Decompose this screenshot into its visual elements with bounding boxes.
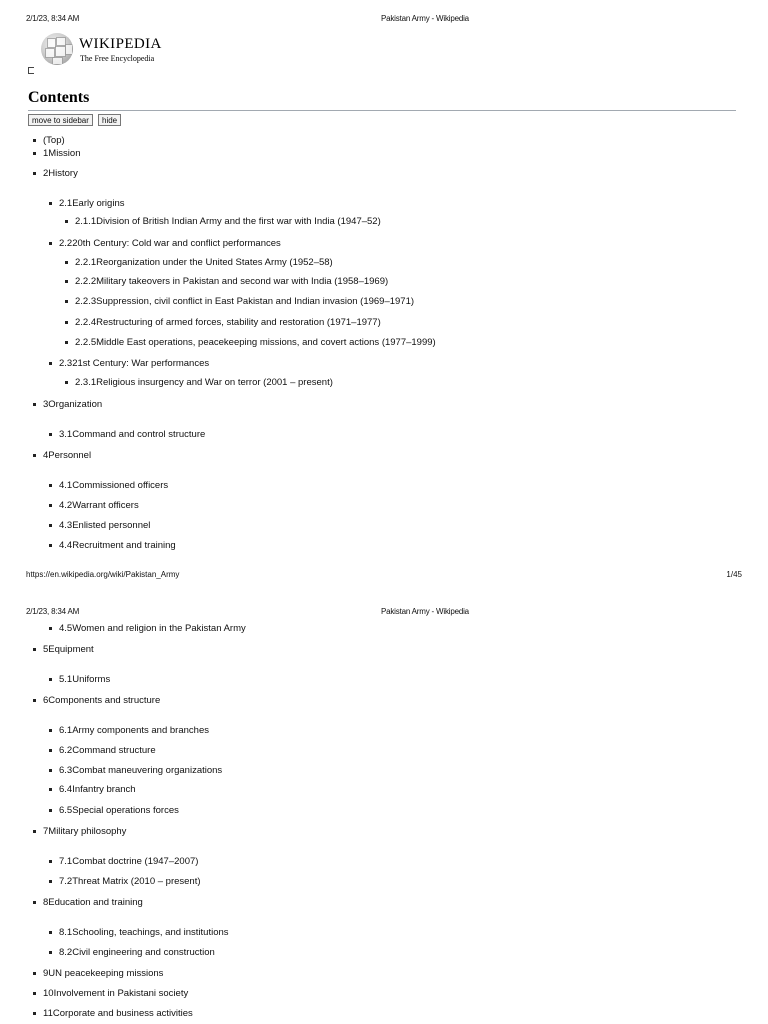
move-to-sidebar-button[interactable]: move to sidebar xyxy=(28,114,93,126)
toc-item[interactable]: 2.2.5Middle East operations, peacekeeping missions, and covert actions (1977–1999) xyxy=(75,337,436,348)
toc-item[interactable]: 6.2Command structure xyxy=(59,745,156,756)
hide-button[interactable]: hide xyxy=(98,114,121,126)
print-title: Pakistan Army - Wikipedia xyxy=(381,607,469,616)
wikipedia-wordmark: WIKIPEDIA xyxy=(79,36,162,52)
toc-item[interactable]: 4.1Commissioned officers xyxy=(59,480,169,491)
toc-item[interactable]: 10Involvement in Pakistani society xyxy=(43,988,189,999)
wikipedia-globe-icon xyxy=(41,33,73,65)
toc-item[interactable]: 2.2.3Suppression, civil conflict in East Pakistan and Indian invasion (1969–1971) xyxy=(75,296,415,307)
toc-item[interactable]: 11Corporate and business activities xyxy=(43,1008,193,1019)
toc-item[interactable]: 7.1Combat doctrine (1947–2007) xyxy=(59,856,199,867)
toc-item[interactable]: 2History xyxy=(43,168,78,179)
toc-item[interactable]: 2.321st Century: War performances xyxy=(59,358,210,369)
print-title: Pakistan Army - Wikipedia xyxy=(381,14,469,23)
print-url: https://en.wikipedia.org/wiki/Pakistan_Army xyxy=(26,570,180,579)
print-datetime: 2/1/23, 8:34 AM xyxy=(26,14,80,23)
toc-item[interactable]: 2.1Early origins xyxy=(59,198,125,209)
print-datetime: 2/1/23, 8:34 AM xyxy=(26,607,80,616)
toc-item[interactable]: 6.4Infantry branch xyxy=(59,784,136,795)
toc-item[interactable]: 2.2.2Military takeovers in Pakistan and second war with India (1958–1969) xyxy=(75,276,389,287)
toc-item[interactable]: 5Equipment xyxy=(43,644,94,655)
toc-item[interactable]: 4.3Enlisted personnel xyxy=(59,520,151,531)
toc-item[interactable]: 2.3.1Religious insurgency and War on terror (2001 – present) xyxy=(75,377,333,388)
toc-item[interactable]: 7Military philosophy xyxy=(43,826,127,837)
print-header xyxy=(0,607,768,619)
toc-item[interactable]: 4.5Women and religion in the Pakistan Army xyxy=(59,623,246,634)
toc-item[interactable]: 2.1.1Division of British Indian Army and the first war with India (1947–52) xyxy=(75,216,381,227)
toc-item[interactable]: 1Mission xyxy=(43,148,81,159)
toc-item[interactable]: 6.3Combat maneuvering organizations xyxy=(59,765,223,776)
toc-item[interactable]: 7.2Threat Matrix (2010 – present) xyxy=(59,876,201,887)
toc-item[interactable]: 2.220th Century: Cold war and conflict performances xyxy=(59,238,281,249)
contents-heading: Contents xyxy=(28,89,90,106)
wikipedia-tagline: The Free Encyclopedia xyxy=(80,54,155,63)
toc-item[interactable]: 6.5Special operations forces xyxy=(59,805,179,816)
toc-item[interactable]: 6.1Army components and branches xyxy=(59,725,209,736)
toc-item[interactable]: 8Education and training xyxy=(43,897,143,908)
wikipedia-logo[interactable] xyxy=(41,33,191,67)
toc-item[interactable]: 4.4Recruitment and training xyxy=(59,540,176,551)
toc-item[interactable]: 6Components and structure xyxy=(43,695,161,706)
toc-item[interactable]: 2.2.1Reorganization under the United States Army (1952–58) xyxy=(75,257,333,268)
toc-item[interactable]: 4.2Warrant officers xyxy=(59,500,139,511)
toc-item[interactable]: 3.1Command and control structure xyxy=(59,429,206,440)
print-footer xyxy=(0,570,768,582)
toc-item-top[interactable]: (Top) xyxy=(43,135,65,146)
toc-item[interactable]: 2.2.4Restructuring of armed forces, stability and restoration (1971–1977) xyxy=(75,317,381,328)
toc-item[interactable]: 8.1Schooling, teachings, and institutions xyxy=(59,927,229,938)
print-header xyxy=(0,14,768,26)
toc-item[interactable]: 3Organization xyxy=(43,399,103,410)
toc-item[interactable]: 9UN peacekeeping missions xyxy=(43,968,164,979)
toc-item[interactable]: 5.1Uniforms xyxy=(59,674,111,685)
toc-item[interactable]: 4Personnel xyxy=(43,450,92,461)
heading-divider xyxy=(28,110,736,111)
toc-item[interactable]: 8.2Civil engineering and construction xyxy=(59,947,215,958)
print-page-number: 1/45 xyxy=(726,570,742,579)
sidebar-toggle-icon[interactable] xyxy=(28,67,34,74)
